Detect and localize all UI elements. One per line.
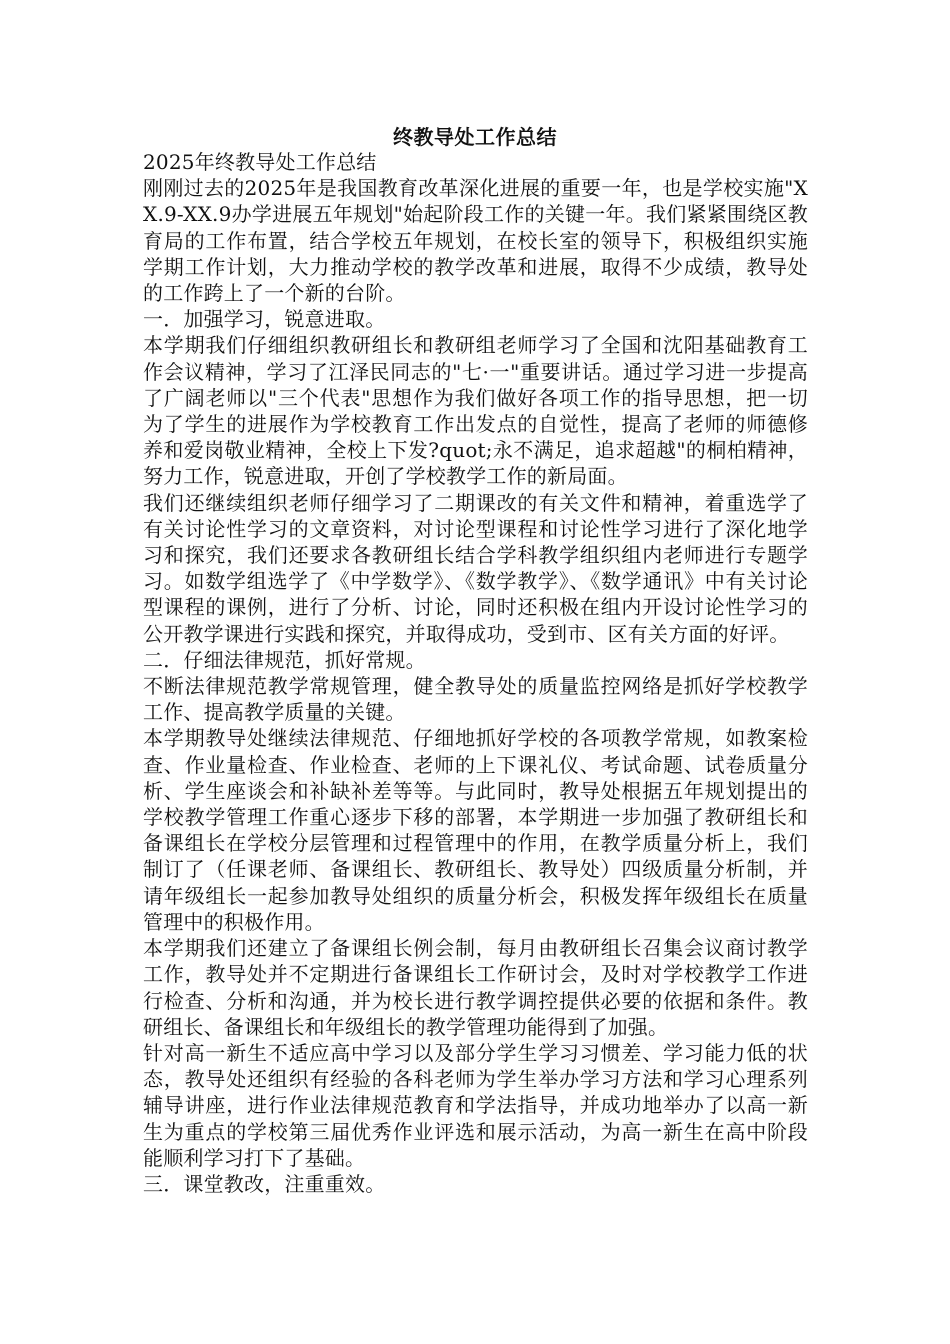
body-paragraph: 不断法律规范教学常规管理，健全教导处的质量监控网络是抓好学校教学工作、提高教学质量的关键。 <box>143 674 808 725</box>
section-heading-3: 三．课堂教改，注重重效。 <box>143 1171 386 1196</box>
subtitle-paragraph: 2025年终教导处工作总结 <box>143 150 377 174</box>
intro-paragraph: 刚刚过去的2025年是我国教育改革深化进展的重要一年，也是学校实施"XX.9-XX.9办学进展五年规划"始起阶段工作的关键一年。我们紧紧围绕区教育局的工作布置，结合学校五年规划，在校长室的领导下，积极组织实施学期工作计划，大力推动学校的教学改革和进展，取得不少成绩，教导处的工作跨上了一个新的台阶。 <box>143 176 808 306</box>
body-paragraph: 本学期教导处继续法律规范、仔细地抓好学校的各项教学常规，如教案检查、作业量检查、作业检查、老师的上下课礼仪、考试命题、试卷质量分析、学生座谈会和补缺补差等等。与此同时，教导处根据五年规划提出的学校教学管理工作重心逐步下移的部署，本学期进一步加强了教研组长和备课组长在学校分层管理和过程管理中的作用，在教学质量分析上，我们制订了（任课老师、备课组长、教研组长、教导处）四级质量分析制，并请年级组长一起参加教导处组织的质量分析会，积极发挥年级组长在质量管理中的积极作用。 <box>143 726 808 934</box>
body-paragraph: 本学期我们还建立了备课组长例会制，每月由教研组长召集会议商讨教学工作，教导处并不定期进行备课组长工作研讨会，及时对学校教学工作进行检查、分析和沟通，并为校长进行教学调控提供必要的依据和条件。教研组长、备课组长和年级组长的教学管理功能得到了加强。 <box>143 936 808 1039</box>
document-body <box>143 149 808 1197</box>
section-heading-1: 一．加强学习，锐意进取。 <box>143 307 386 332</box>
document-title: 终教导处工作总结 <box>393 125 557 149</box>
body-paragraph: 针对高一新生不适应高中学习以及部分学生学习习惯差、学习能力低的状态，教导处还组织有经验的各科老师为学生举办学习方法和学习心理系列辅导讲座，进行作业法律规范教育和学法指导，并成功地举办了以高一新生为重点的学校第三届优秀作业评选和展示活动，为高一新生在高中阶段能顺利学习打下了基础。 <box>143 1040 808 1170</box>
body-paragraph: 本学期我们仔细组织教研组长和教研组老师学习了全国和沈阳基础教育工作会议精神，学习了江泽民同志的"七·一"重要讲话。通过学习进一步提高了广阔老师以"三个代表"思想作为我们做好各项工作的指导思想，把一切为了学生的进展作为学校教育工作出发点的自觉性，提高了老师的师德修养和爱岗敬业精神，全校上下发?quot;永不满足，追求超越"的桐柏精神，努力工作，锐意进取，开创了学校教学工作的新局面。 <box>143 333 808 489</box>
section-heading-2: 二．仔细法律规范，抓好常规。 <box>143 647 426 672</box>
body-paragraph: 我们还继续组织老师仔细学习了二期课改的有关文件和精神，着重选学了有关讨论性学习的文章资料，对讨论型课程和讨论性学习进行了深化地学习和探究，我们还要求各教研组长结合学科教学组织组内老师进行专题学习。如数学组选学了《中学数学》、《数学教学》、《数学通讯》中有关讨论型课程的课例，进行了分析、讨论，同时还积极在组内开设讨论性学习的公开教学课进行实践和探究，并取得成功，受到市、区有关方面的好评。 <box>143 490 808 646</box>
